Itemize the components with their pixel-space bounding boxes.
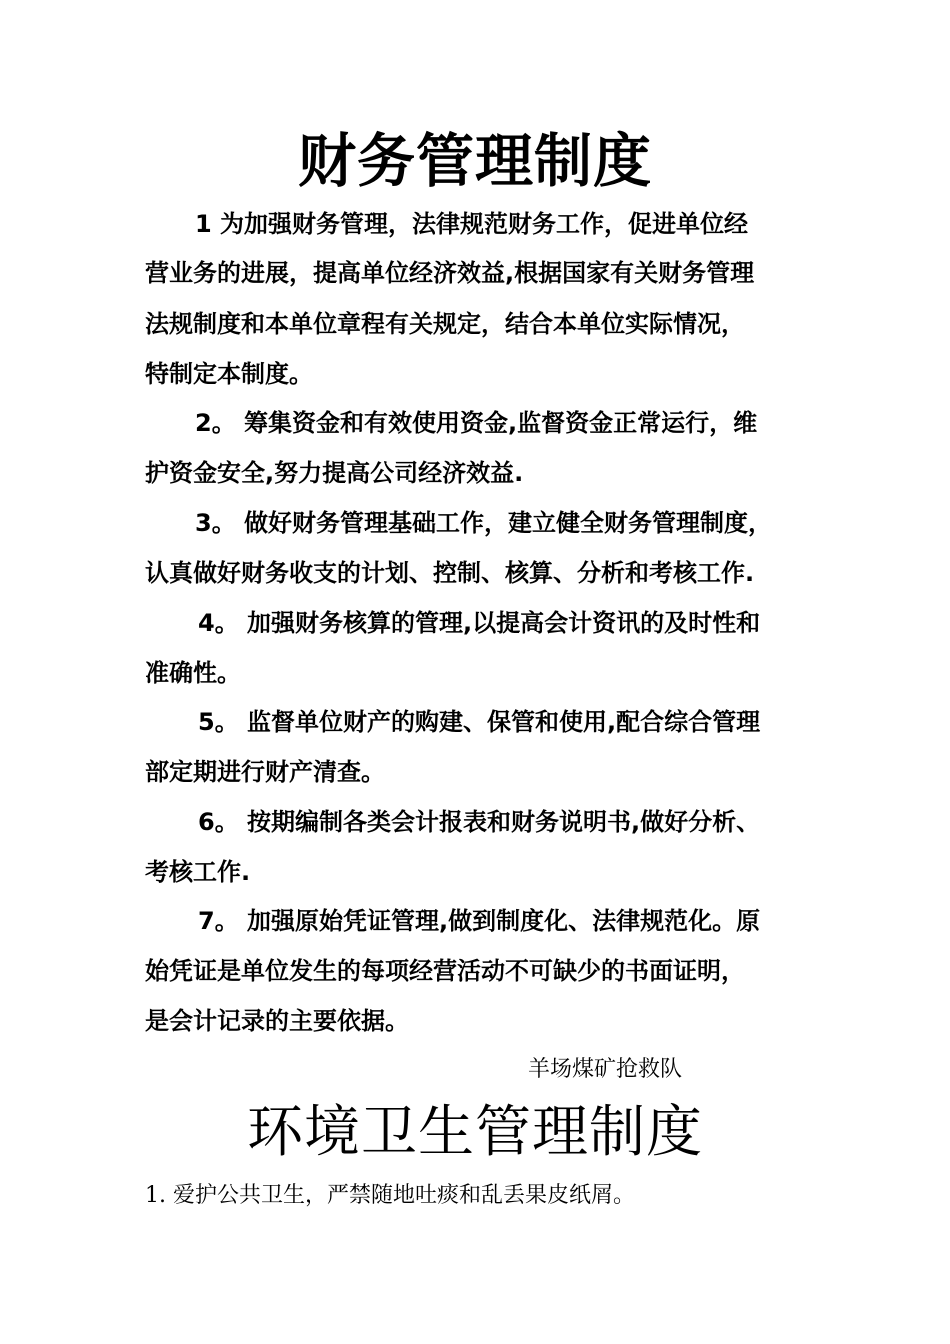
finance-line-1: 1 为加强财务管理，法律规范财务工作，促进单位经 bbox=[195, 210, 749, 238]
finance-line-5: 2。 筹集资金和有效使用资金,监督资金正常运行，维 bbox=[195, 409, 758, 437]
finance-line-12: 部定期进行财产清查。 bbox=[145, 758, 385, 786]
finance-line-15: 7。 加强原始凭证管理,做到制度化、法律规范化。原 bbox=[198, 907, 761, 935]
finance-line-11: 5。 监督单位财产的购建、保管和使用,配合综合管理 bbox=[198, 708, 761, 736]
finance-line-14: 考核工作. bbox=[145, 858, 251, 886]
finance-line-13: 6。 按期编制各类会计报表和财务说明书,做好分析、 bbox=[198, 808, 761, 836]
signature: 羊场煤矿抢救队 bbox=[528, 1057, 683, 1082]
finance-line-6: 护资金安全,努力提高公司经济效益. bbox=[145, 459, 524, 487]
finance-line-9: 4。 加强财务核算的管理,以提高会计资讯的及时性和 bbox=[198, 609, 761, 637]
finance-line-4: 特制定本制度。 bbox=[145, 360, 313, 388]
environment-title: 环境卫生管理制度 bbox=[247, 1100, 703, 1165]
finance-line-2: 营业务的进展，提高单位经济效益,根据国家有关财务管理 bbox=[145, 259, 755, 287]
environment-item-1: 1. 爱护公共卫生，严禁随地吐痰和乱丢果皮纸屑。 bbox=[145, 1183, 635, 1208]
finance-line-17: 是会计记录的主要依据。 bbox=[145, 1007, 409, 1035]
finance-line-8: 认真做好财务收支的计划、控制、核算、分析和考核工作. bbox=[145, 559, 755, 587]
finance-line-10: 准确性。 bbox=[145, 659, 241, 687]
finance-line-16: 始凭证是单位发生的每项经营活动不可缺少的书面证明， bbox=[145, 957, 745, 985]
finance-line-7: 3。 做好财务管理基础工作，建立健全财务管理制度， bbox=[195, 509, 773, 537]
finance-line-3: 法规制度和本单位章程有关规定，结合本单位实际情况， bbox=[145, 310, 745, 338]
finance-title: 财务管理制度 bbox=[297, 127, 652, 195]
